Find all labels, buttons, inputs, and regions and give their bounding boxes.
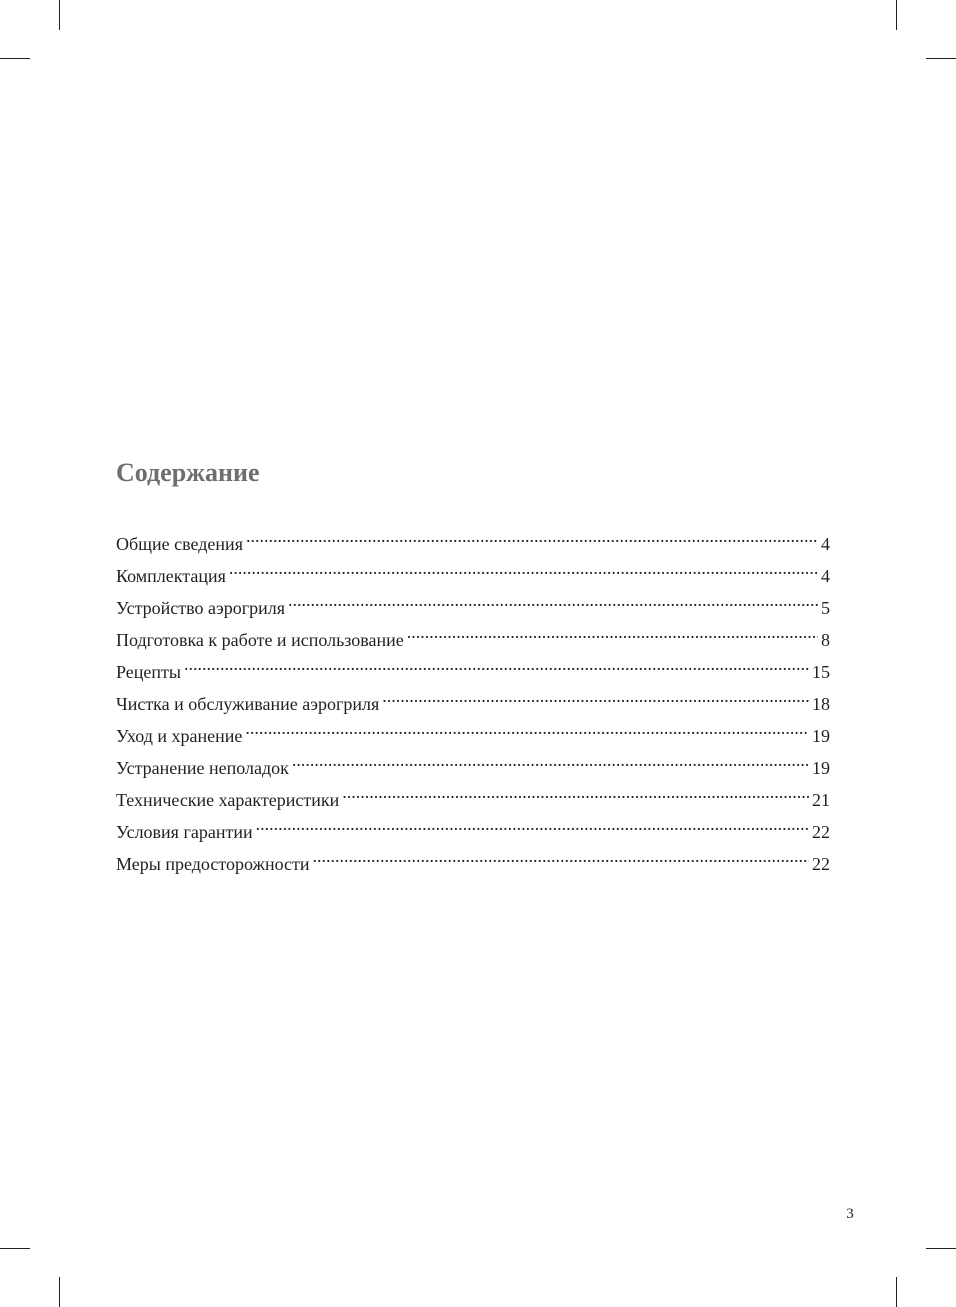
toc-entry-label: Меры предосторожности — [116, 854, 310, 874]
toc-entry-page: 4 — [821, 534, 830, 554]
toc-entry-page: 19 — [812, 726, 830, 746]
toc-entry-label: Технические характеристики — [116, 790, 340, 810]
toc-leader-dots — [246, 522, 818, 550]
toc-entry-label: Устройство аэрогриля — [116, 598, 286, 618]
crop-mark-top-left-horizontal — [0, 58, 30, 59]
toc-list — [116, 522, 830, 874]
toc-leader-dots — [313, 842, 809, 870]
toc-entry-page: 22 — [812, 854, 830, 874]
crop-mark-top-right-horizontal — [926, 58, 956, 59]
toc-entry-page: 21 — [812, 790, 830, 810]
toc-leader-dots — [288, 586, 818, 614]
toc-entry[interactable] — [116, 746, 830, 778]
toc-leader-dots — [256, 810, 809, 838]
crop-mark-bottom-right-horizontal — [926, 1248, 956, 1249]
toc-entry-page: 5 — [821, 598, 830, 618]
toc-leader-dots — [245, 714, 809, 742]
crop-mark-bottom-right-vertical — [896, 1277, 897, 1307]
toc-entry-page: 15 — [812, 662, 830, 682]
toc-entry[interactable] — [116, 714, 830, 746]
toc-entry-label: Устранение неполадок — [116, 758, 289, 778]
toc-entry[interactable] — [116, 522, 830, 554]
toc-leader-dots — [184, 650, 809, 678]
toc-entry[interactable] — [116, 778, 830, 810]
toc-entry-page: 22 — [812, 822, 830, 842]
toc-leader-dots — [229, 554, 818, 582]
toc-entry[interactable] — [116, 618, 830, 650]
toc-leader-dots — [382, 682, 809, 710]
page-number: 3 — [846, 1206, 854, 1222]
crop-mark-bottom-left-vertical — [59, 1277, 60, 1307]
toc-entry[interactable] — [116, 682, 830, 714]
toc-entry-label: Комплектация — [116, 566, 226, 586]
toc-entry-label: Условия гарантии — [116, 822, 253, 842]
toc-entry[interactable] — [116, 650, 830, 682]
toc-entry-label: Чистка и обслуживание аэрогриля — [116, 694, 380, 714]
toc-entry-label: Подготовка к работе и использование — [116, 630, 404, 650]
toc-leader-dots — [407, 618, 818, 646]
toc-entry-label: Рецепты — [116, 662, 181, 682]
toc-entry-page: 19 — [812, 758, 830, 778]
toc-entry-label: Общие сведения — [116, 534, 243, 554]
toc-entry-page: 18 — [812, 694, 830, 714]
crop-mark-top-left-vertical — [59, 0, 60, 30]
toc-leader-dots — [342, 778, 809, 806]
toc-entry[interactable] — [116, 810, 830, 842]
toc-entry-page: 4 — [821, 566, 830, 586]
toc-entry[interactable] — [116, 586, 830, 618]
toc-entry-label: Уход и хранение — [116, 726, 243, 746]
crop-mark-bottom-left-horizontal — [0, 1248, 30, 1249]
toc-entry[interactable] — [116, 842, 830, 874]
crop-mark-top-right-vertical — [896, 0, 897, 30]
toc-leader-dots — [292, 746, 809, 774]
toc-title: Содержание — [116, 458, 260, 487]
toc-entry[interactable] — [116, 554, 830, 586]
toc-entry-page: 8 — [821, 630, 830, 650]
